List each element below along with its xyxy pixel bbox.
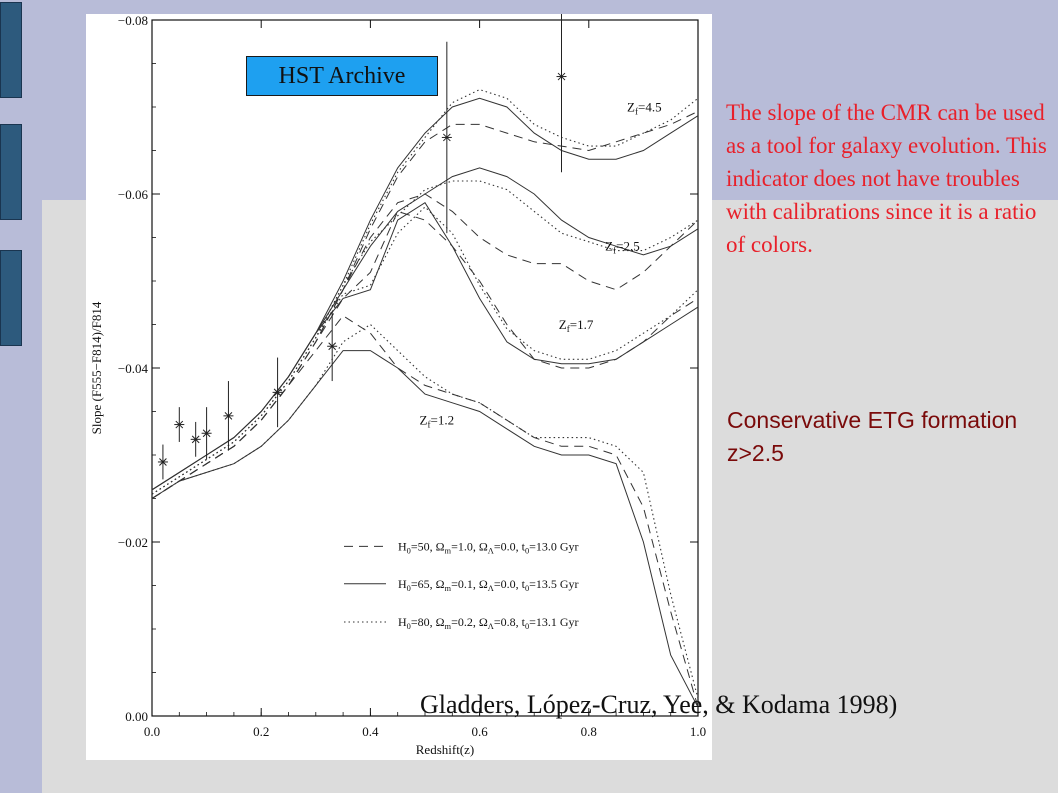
- curve-label: $Z_f=1.7$: [558, 316, 594, 334]
- series-line-dotted-zf12: [152, 325, 698, 699]
- hst-archive-badge: HST Archive: [246, 56, 438, 96]
- citation: Gladders, López-Cruz, Yee, & Kodama 1998): [420, 690, 898, 719]
- series-line-dotted-zf25: [152, 181, 698, 494]
- series-line-dotted-zf45: [152, 90, 698, 495]
- x-tick-label: 0.2: [253, 724, 270, 739]
- y-tick-label: −0.02: [117, 535, 148, 550]
- side-tab-1: [0, 2, 22, 98]
- legend-entry: $H_0=50$, $\Omega_m=1.0$, $\Omega_\Lambda=0.0$, $t_0=13.0$ Gyr: [398, 539, 579, 556]
- x-tick-label: 1.0: [689, 724, 707, 739]
- legend-entry: $H_0=65$, $\Omega_m=0.1$, $\Omega_\Lambda=0.0$, $t_0=13.5$ Gyr: [398, 576, 579, 593]
- series-line-solid-zf12: [152, 351, 698, 708]
- y-tick-label: 0.00: [125, 709, 148, 724]
- curve-label: $Z_f=1.2$: [419, 412, 455, 430]
- plot-frame: [152, 20, 698, 716]
- x-tick-label: 0.0: [143, 724, 161, 739]
- side-tab-2: [0, 124, 22, 220]
- series-line-solid-zf45: [152, 98, 698, 490]
- series-line-dashed-zf12: [152, 316, 698, 708]
- series-line-dashed-zf45: [152, 111, 698, 498]
- series-line-solid-zf25: [152, 168, 698, 490]
- y-tick-label: −0.08: [117, 14, 148, 28]
- x-axis-label: Redshift(z): [415, 742, 475, 757]
- y-axis-label: Slope (F555−F814)/F814: [89, 301, 104, 435]
- x-tick-label: 0.8: [580, 724, 597, 739]
- y-tick-label: −0.04: [117, 361, 148, 376]
- legend-entry: $H_0=80$, $\Omega_m=0.2$, $\Omega_\Lambda=0.8$, $t_0=13.1$ Gyr: [398, 615, 579, 632]
- slope-chart: [86, 14, 712, 760]
- conclusion-text: Conservative ETG formation z>2.5: [727, 407, 1018, 466]
- curve-label: $Z_f=2.5$: [605, 238, 640, 256]
- explanation-text: The slope of the CMR can be used as a tool for galaxy evolution. This indicator does not have troubles with calibrations since it is a ratio of colors.: [726, 100, 1047, 257]
- side-tab-3: [0, 250, 22, 346]
- x-tick-label: 0.4: [362, 724, 379, 739]
- chart-svg: [86, 14, 712, 760]
- curve-label: $Z_f=4.5$: [627, 99, 662, 117]
- x-tick-label: 0.6: [471, 724, 488, 739]
- y-tick-label: −0.06: [117, 187, 148, 202]
